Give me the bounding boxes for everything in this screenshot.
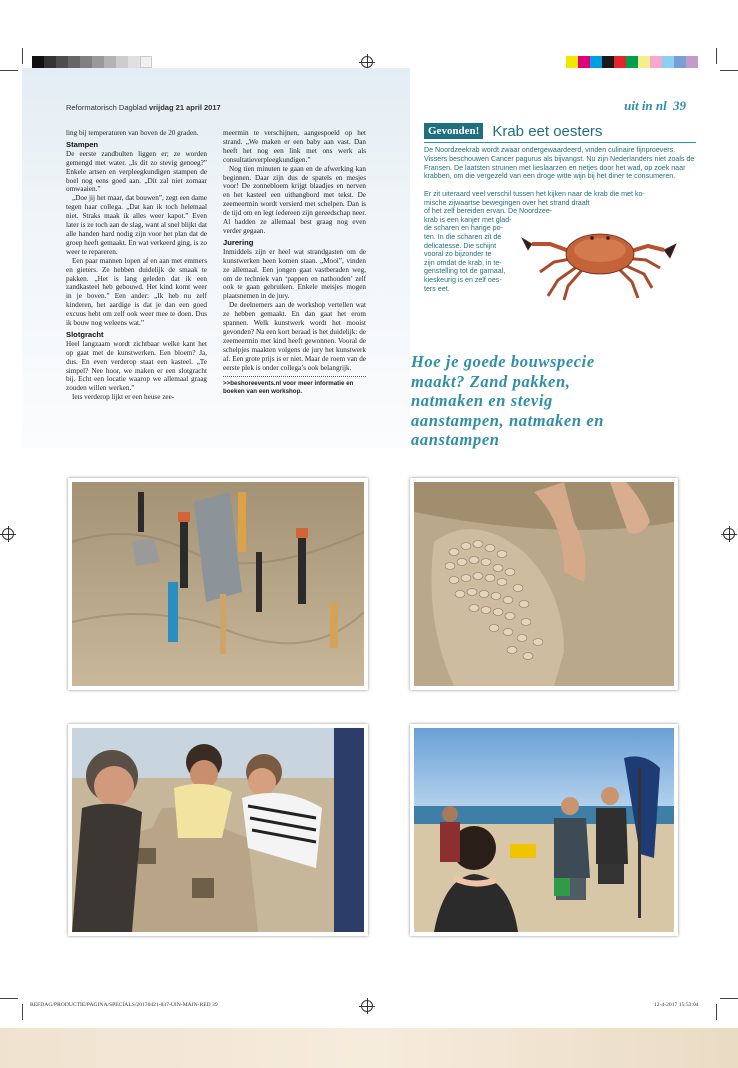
sidebar-divider bbox=[424, 142, 696, 143]
photo-beach-participants bbox=[410, 724, 678, 936]
page-footer-band bbox=[0, 1028, 738, 1068]
page-header-right bbox=[624, 98, 686, 114]
registration-mark-top bbox=[361, 56, 373, 68]
sidebar-line: genstelling tot de garnaal, bbox=[424, 267, 506, 276]
sidebar-line: ten. In die scharen zit de bbox=[424, 232, 502, 241]
subheading-slotgracht: Slotgracht bbox=[66, 329, 104, 339]
sidebar-header bbox=[424, 122, 694, 140]
photo-sandcastle-builders bbox=[68, 724, 368, 936]
article-paragraph: meermin te verschijnen, aangespoeld op het strand. „We maken er een baby aan vast. Dan heeft het nog een link met ons werk als consultatieverpleegkundigen.” bbox=[223, 129, 366, 164]
article-paragraph: Inmiddels zijn er heel wat strandgasten om de kunstwerken heen komen staan. „Mooi”, vinden ze allemaal. Een jongen gaat vastberaden weg, om de techniek van ‘pappen en nathouden’ zelf ook te gaan gebruiken. Enkele meisjes mogen plaatsnemen in de jury. bbox=[223, 247, 366, 301]
pull-quote bbox=[411, 352, 711, 450]
article-paragraph: Heel langzaam wordt zichtbaar welke kant het op gaat met de kunstwerken. Een bloem? Ja, dus. En even verderop staat een kasteel. „Te simpel? Nee hoor, we maken er een slotgracht bij. Echt een locatie waarop we allemaal graag zouden willen werken.” bbox=[66, 339, 207, 393]
slug-left: REFDAG/PRODUCTIE/PAGINA/SPECIALS/20170421-837-UIN-MAIN-RED 39 bbox=[30, 1002, 218, 1008]
article-paragraph: De eerste zandbulten liggen er; ze worden gemengd met water. „Is dit zo stevig genoeg?” Enkele artsen en verpleegkundigen stampen de boel nog eens goed aan. „Dit zal niet zomaar omwaaien.” bbox=[66, 149, 207, 194]
article-paragraph: Nog tien minuten te gaan en de afwerking kan beginnen. Daar zijn dus de spatels en mesjes voor! De zonnebloem krijgt blaadjes en nerven en het kasteel een uithangbord met tekst. De zeemeermin wordt versierd met schelpen. Dan is de tijd om en legt iedereen zijn gereedschap neer. Al hadden ze allemaal best graag nog even verder gegaan. bbox=[223, 164, 366, 235]
sidebar-title: Krab eet oesters bbox=[492, 122, 603, 140]
page-number: 39 bbox=[673, 98, 686, 113]
article-column-2 bbox=[223, 129, 366, 396]
crab-illustration bbox=[520, 214, 680, 304]
dotted-divider bbox=[223, 376, 366, 377]
sidebar-body: De Noordzeekrab wordt zwaar ondergewaardeerd, vinden culinaire fijnproevers. Vissers beschouwen Cancer pagurus als bijvangst. Nu zijn Nederlanders niet zoals de Fransen. De laatsten struinen met lieslaarzen en netjes door het wad, op zoek naar krabben, om die vergezeld van een droge witte wijn bij het diner te consumeren. bbox=[424, 146, 695, 181]
photo-tools-in-sand bbox=[68, 478, 368, 690]
sidebar-line: kieskeurig is en zelf oes- bbox=[424, 275, 502, 284]
photo-shell-mermaid bbox=[410, 478, 678, 690]
sidebar-line: vooral zo bijzonder te bbox=[424, 250, 492, 259]
sidebar-line: Er zit uiteraard veel verschil tussen het kijken naar de krab die met ko- bbox=[424, 190, 645, 198]
article-column-1 bbox=[66, 129, 207, 402]
registration-mark-right bbox=[723, 528, 735, 540]
subheading-jurering: Jurering bbox=[223, 237, 254, 247]
gevonden-badge: Gevonden! bbox=[424, 123, 483, 139]
page-header-left bbox=[66, 103, 221, 112]
article-paragraph: Een paar mannen lopen af en aan met emmers en gieters. Ze hebben duidelijk de smaak te pakken. „Het is lang geleden dat ik een zandkasteel heb gebouwd. Het kind komt weer in je boven.” Een ander: „Ik heb nu zelf kinderen, het aardige is dat je dan een goed excuus hebt om zelf ook weer mee te doen. Dus ik bouw nog weleens wat.” bbox=[66, 256, 207, 328]
sidebar-line: de scharen en harige po- bbox=[424, 224, 503, 233]
article-paragraph: „Doe jij het maar, dat bouwen”, zegt een dame tegen haar collega. „Dat kan ik toch helemaal niet. Straks maak ik alles weer kapot.” Even later is ze toch aan de slag, want al snel blijkt dat alle handen hard nodig zijn voor het plan dat de groep heeft gemaakt. En wat verkeerd ging, is zo weer te repareren. bbox=[66, 194, 207, 256]
registration-mark-left bbox=[2, 528, 14, 540]
pull-quote-line: aanstampen bbox=[411, 430, 500, 449]
article-paragraph: Iets verderop lijkt er een heuse zee- bbox=[72, 393, 175, 402]
sidebar-line: mische zijwaartse bewegingen over het strand draaft bbox=[424, 198, 590, 207]
sidebar-line: zijn omdat de krab, in te- bbox=[424, 258, 502, 267]
subheading-stampen: Stampen bbox=[66, 139, 99, 149]
sidebar-line: of het zelf bereiden ervan. De Noordzee- bbox=[424, 207, 553, 216]
pull-quote-line: natmaken en stevig bbox=[411, 391, 553, 410]
section-name: uit in nl bbox=[624, 98, 667, 113]
pull-quote-line: aanstampen, natmaken en bbox=[411, 410, 605, 430]
article-paragraph: De deelnemers aan de workshop vertellen wat ze hebben gemaakt. En dan gaat het erom spannen. Welk kunstwerk wordt het mooist gevonden? Na een kort beraad is het duidelijk: de zeemeermin met kind heeft gewonnen. Vooral de schelpjes maakten volgens de jury het kunstwerk af. Een grote prijs is er niet. Maar de roem van de eerste plek is onder collega’s ook belangrijk. bbox=[223, 301, 366, 372]
article-paragraph: ling bij temperaturen van boven de 20 graden. bbox=[66, 129, 199, 137]
pull-quote-line: Hoe je goede bouwspecie bbox=[411, 352, 595, 371]
sidebar-line: krab is een kanjer met glad- bbox=[424, 215, 512, 224]
publication-name: Reformatorisch Dagblad bbox=[66, 103, 147, 112]
slug-right: 12-4-2017 15:53:04 bbox=[654, 1002, 699, 1008]
pull-quote-line: maakt? Zand pakken, bbox=[411, 371, 571, 391]
sidebar-line: delicatesse. Die schijnt bbox=[424, 241, 497, 250]
more-info-link[interactable]: >>beshoreevents.nl voor meer informatie en boeken van een workshop. bbox=[223, 380, 354, 396]
sidebar-line: ters eet. bbox=[424, 284, 450, 293]
issue-date: vrijdag 21 april 2017 bbox=[148, 103, 221, 112]
registration-mark-bottom bbox=[361, 1000, 373, 1012]
